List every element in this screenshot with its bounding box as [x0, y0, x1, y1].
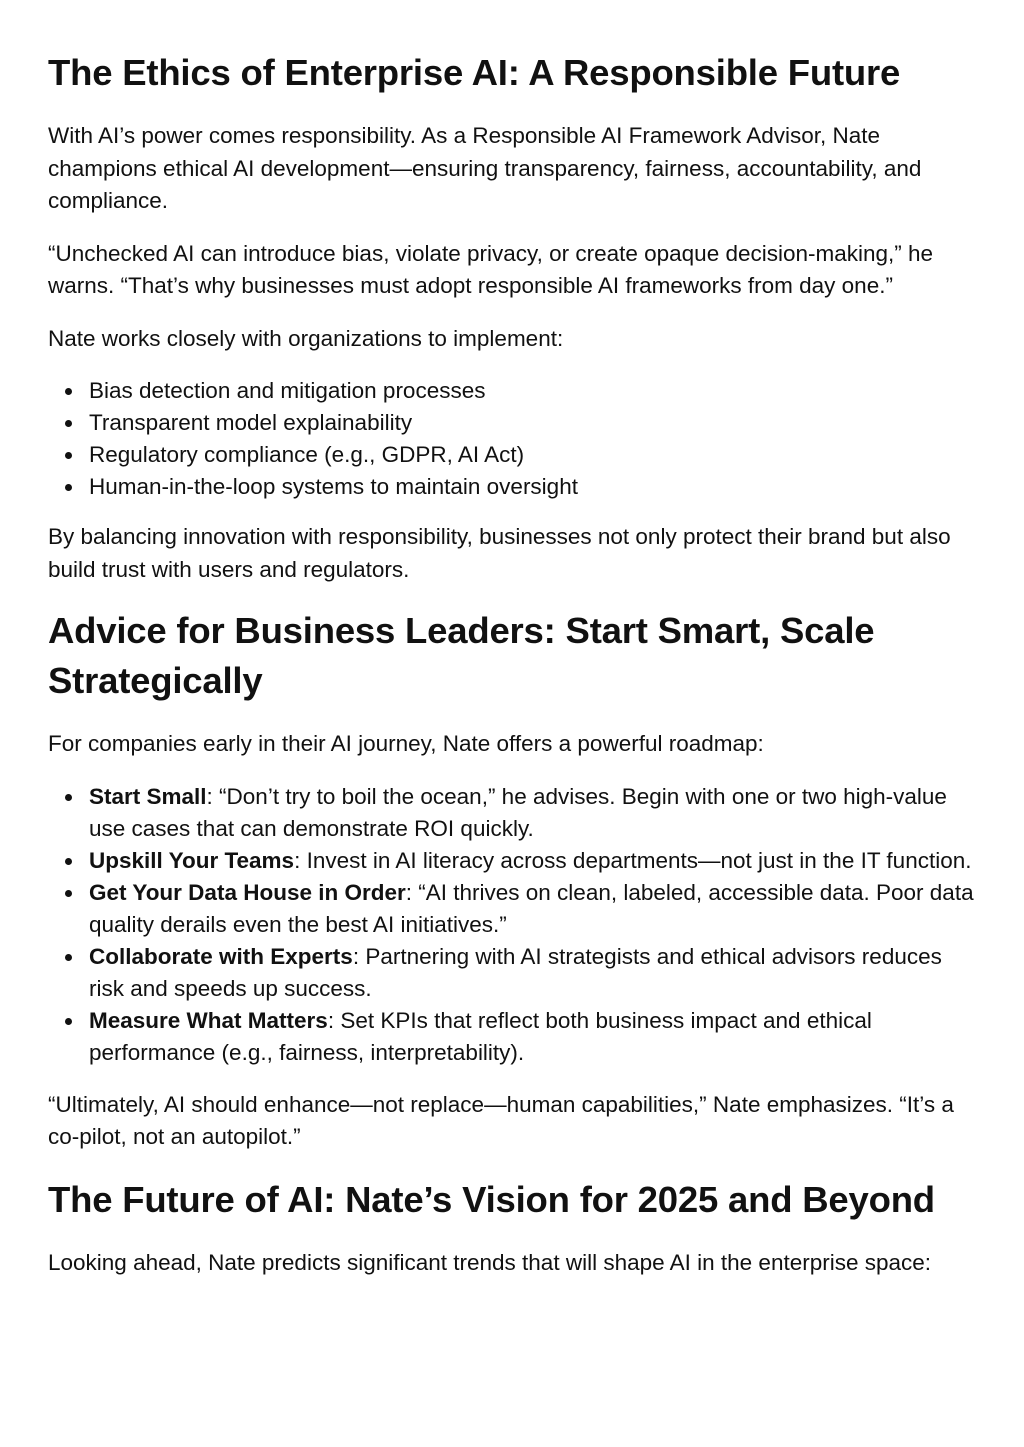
- list-item-label: Start Small: [89, 783, 207, 809]
- list-item-text: : “AI thrives on clean, labeled, accessible data. Poor data quality derails even the best AI initiatives.”: [89, 879, 974, 937]
- paragraph: Nate works closely with organizations to implement:: [48, 325, 564, 351]
- list-item-text: : Invest in AI literacy across departments—not just in the IT function.: [294, 847, 972, 873]
- bullet-list: [48, 375, 976, 503]
- paragraph: With AI’s power comes responsibility. As a Responsible AI Framework Advisor, Nate champions ethical AI development—ensuring transparency, fairness, accountability, and compliance.: [48, 123, 922, 213]
- list-item: Regulatory compliance (e.g., GDPR, AI Act): [48, 439, 976, 471]
- section-future: [48, 1175, 976, 1280]
- list-item-label: Get Your Data House in Order: [89, 879, 406, 905]
- list-item-text: : “Don’t try to boil the ocean,” he advises. Begin with one or two high-value use cases that can demonstrate ROI quickly.: [89, 783, 947, 841]
- paragraph: Looking ahead, Nate predicts significant trends that will shape AI in the enterprise space:: [48, 1249, 932, 1275]
- section-heading: Advice for Business Leaders: Start Smart, Scale Strategically: [48, 610, 875, 701]
- list-item: [48, 877, 976, 941]
- section-advice: [48, 606, 976, 1154]
- section-heading: The Ethics of Enterprise AI: A Responsible Future: [48, 52, 901, 93]
- list-item-label: Collaborate with Experts: [89, 943, 353, 969]
- list-item: [48, 781, 976, 845]
- list-item: [48, 845, 976, 877]
- paragraph: By balancing innovation with responsibility, businesses not only protect their brand but also build trust with users and regulators.: [48, 524, 951, 582]
- quote-paragraph: “Ultimately, AI should enhance—not replace—human capabilities,” Nate emphasizes. “It’s a co-pilot, not an autopilot.”: [48, 1091, 954, 1149]
- section-heading: The Future of AI: Nate’s Vision for 2025 and Beyond: [48, 1178, 935, 1220]
- list-item: [48, 941, 976, 1005]
- list-item-text: : Partnering with AI strategists and ethical advisors reduces risk and speeds up success.: [89, 943, 942, 1001]
- list-item: Human-in-the-loop systems to maintain oversight: [48, 471, 976, 503]
- quote-paragraph: “Unchecked AI can introduce bias, violate privacy, or create opaque decision-making,” he warns. “That’s why businesses must adopt responsible AI frameworks from day one.”: [48, 240, 934, 298]
- list-item: [48, 1005, 976, 1069]
- section-ethics: [48, 48, 976, 586]
- paragraph: For companies early in their AI journey, Nate offers a powerful roadmap:: [48, 731, 764, 756]
- list-item: Transparent model explainability: [48, 407, 976, 439]
- list-item-text: : Set KPIs that reflect both business impact and ethical performance (e.g., fairness, interpretability).: [89, 1007, 872, 1065]
- bullet-list: [48, 781, 976, 1069]
- list-item-label: Upskill Your Teams: [89, 847, 295, 873]
- list-item-label: Measure What Matters: [89, 1007, 328, 1033]
- list-item: Bias detection and mitigation processes: [48, 375, 976, 407]
